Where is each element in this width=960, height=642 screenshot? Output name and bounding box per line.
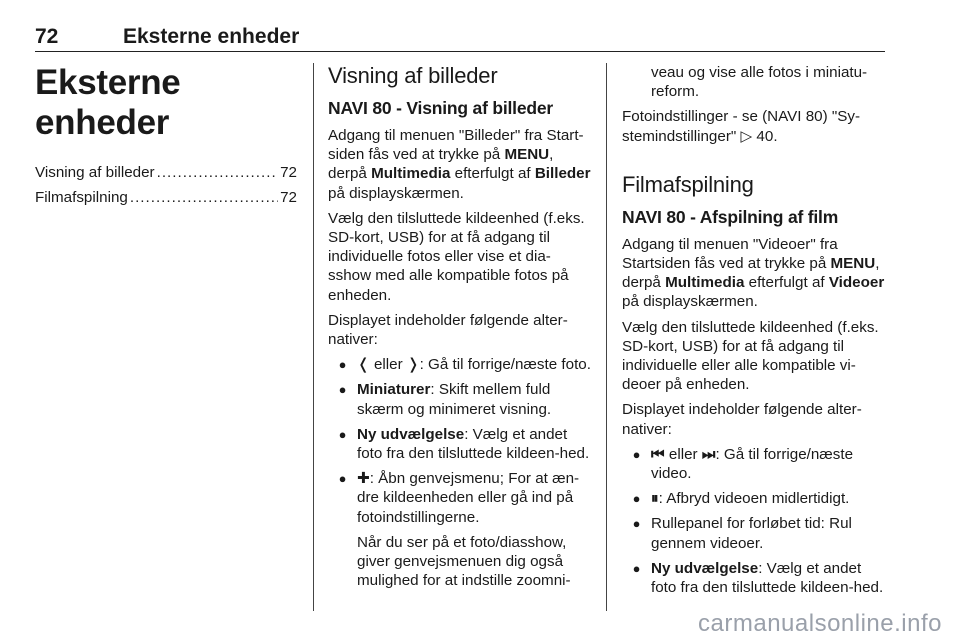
menu-keyword: MENU (830, 255, 876, 273)
videoer-keyword: Videoer (828, 274, 885, 292)
page-header (35, 25, 885, 51)
toc-entry[interactable] (35, 163, 297, 182)
subsection-heading: NAVI 80 - Afspilning af film (622, 206, 839, 227)
page-ref-arrow-icon: ▷ (740, 127, 753, 145)
running-title: Eksterne enheder (123, 25, 300, 48)
paragraph-continuation: veau og vise alle fotos i miniatu-reform. (651, 64, 868, 101)
column-divider (313, 63, 314, 611)
column-divider (606, 63, 607, 611)
list-item: ● Miniaturer: Skift mellem fuld skærm og minimeret visning. (328, 380, 591, 418)
multimedia-keyword: Multimedia (371, 165, 451, 183)
skip-next-icon: ⏭ (701, 445, 716, 463)
toc-leader (130, 188, 278, 207)
toc-page: 72 (280, 189, 297, 207)
bullet-icon: ● (632, 446, 641, 462)
column-right (622, 63, 886, 603)
paragraph: Fotoindstillinger - se (NAVI 80) "Sy-stemindstillinger" ▷ 40. (622, 108, 861, 145)
page-number: 72 (35, 25, 59, 48)
paragraph: Adgang til menuen "Videoer" fra Startsiden fås ved at trykke på MENU, derpå Multimedia efterfulgt af Videoer på displayskærmen. (622, 235, 885, 311)
option-list (622, 445, 886, 597)
watermark: carmanualsonline.info (698, 610, 942, 637)
list-item: ● ⏸: Afbryd videoen midlertidigt. (622, 489, 886, 508)
column-middle (328, 63, 591, 590)
section-heading: Filmafspilning (622, 171, 754, 197)
toc-label: Visning af billeder (35, 164, 155, 181)
list-item: ● Ny udvælgelse: Vælg et andet foto fra den tilsluttede kildeen-hed. (328, 425, 591, 463)
list-item: ● Ny udvælgelse: Vælg et andet foto fra den tilsluttede kildeen-hed. (622, 559, 886, 597)
bullet-icon: ● (338, 357, 347, 373)
page-ref: 40 (756, 127, 774, 145)
bullet-icon: ● (338, 471, 347, 487)
paragraph: Displayet indeholder følgende alter-nativer: (622, 401, 862, 438)
paragraph: Vælg den tilsluttede kildeenhed (f.eks. SD-kort, USB) for at få adgang til individuelle eller alle kompatible vi-deoer på enheden. (622, 318, 879, 394)
header-rule (35, 51, 885, 52)
column-left (35, 63, 297, 213)
bullet-icon: ● (632, 560, 641, 576)
toc-label: Filmafspilning (35, 189, 128, 207)
toc-leader (157, 163, 278, 182)
paragraph: Vælg den tilsluttede kildeenhed (f.eks. SD-kort, USB) for at få adgang til individuelle fotos eller vise et dia-sshow med alle kompatible fotos på enheden. (328, 209, 585, 304)
skip-previous-icon: ⏮ (651, 445, 665, 463)
chevron-left-icon: ❬ (357, 356, 370, 374)
list-item: ● Rullepanel for forløbet tid: Rul gennem videoer. (622, 514, 886, 552)
option-list (328, 355, 591, 527)
list-item: ● ❬ eller ❭: Gå til forrige/næste foto. (328, 355, 591, 374)
paragraph: Adgang til menuen "Billeder" fra Start-siden fås ved at trykke på MENU, derpå Multimedia efterfulgt af Billeder på displayskærmen. (328, 127, 591, 202)
billeder-keyword: Billeder (534, 165, 591, 183)
multimedia-keyword: Multimedia (665, 274, 745, 292)
toc-entry[interactable] (35, 188, 297, 207)
bullet-icon: ● (632, 516, 641, 532)
list-item: ● ⏮ eller ⏭: Gå til forrige/næste video. (622, 445, 886, 483)
pause-icon: ⏸ (651, 490, 659, 508)
chevron-right-icon: ❭ (406, 356, 420, 374)
section-heading: Visning af billeder (328, 63, 498, 88)
note-paragraph: Når du ser på et foto/diasshow, giver genvejsmenuen dig også mulighed for at indstille zoomni- (357, 533, 571, 590)
chapter-title: Eksterne enheder (35, 63, 181, 142)
plus-icon: ✚ (357, 470, 370, 488)
menu-keyword: MENU (504, 146, 550, 164)
bullet-icon: ● (632, 491, 641, 507)
list-item: ● ✚: Åbn genvejsmenu; For at æn-dre kildeenheden eller gå ind på fotoindstillingerne. (328, 469, 591, 527)
bullet-icon: ● (338, 426, 347, 442)
subsection-heading: NAVI 80 - Visning af billeder (328, 98, 553, 118)
paragraph: Displayet indeholder følgende alter-nativer: (328, 311, 568, 349)
bullet-icon: ● (338, 382, 347, 398)
toc-page: 72 (280, 164, 297, 181)
